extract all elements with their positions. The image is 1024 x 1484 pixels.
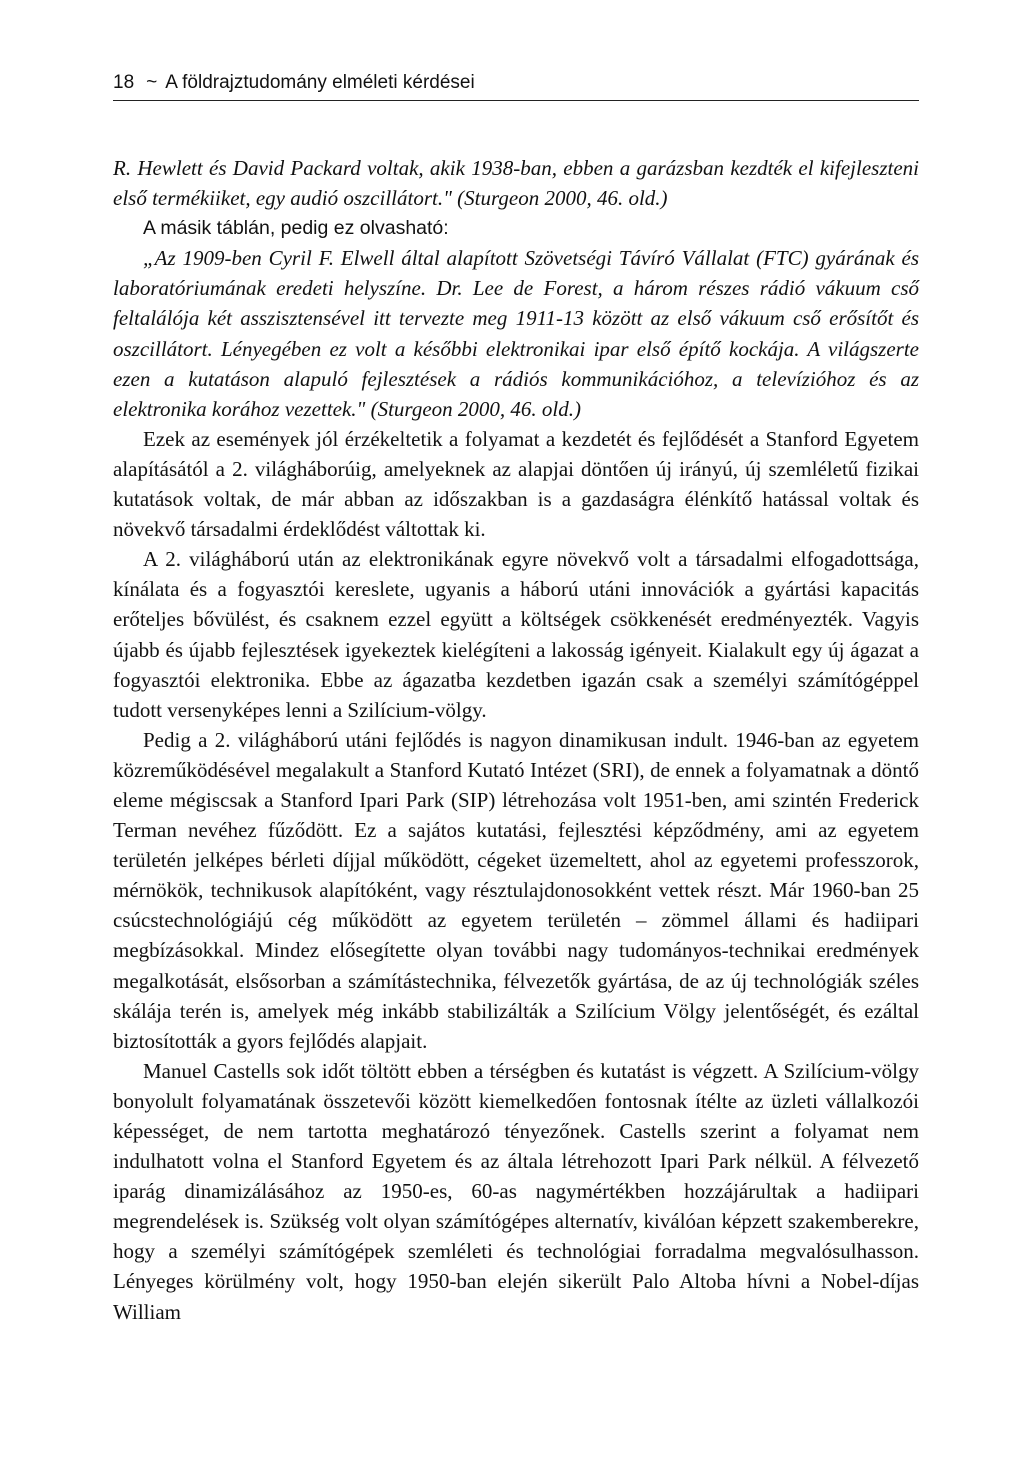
quote-continuation: R. Hewlett és David Packard voltak, akik 1938-ban, ebben a garázsban kezdték el kifejleszteni első termékiiket, egy audió oszcillátort." (Sturgeon 2000, 46. old.) [113,156,919,211]
body-paragraph: Manuel Castells sok időt töltött ebben a térségben és kutatást is végzett. A Szilícium-völgy bonyolult folyamatának összetevői között kiemelkedően fontosnak ítélte az üzleti vállalkozói képességet, de nem tartotta meghatározó tényezőnek. Castells szerint a folyamat nem indulhatott volna el Stanford Egyetem és az általa létrehozott Ipari Park nélkül. A félvezető iparág dinamizálásához az 1950-es, 60-as nagymértékben hozzájárultak a hadiipari megrendelések is. Szükség volt olyan számítógépes alternatív, kiválóan képzett szakemberekre, hogy a személyi számítógépek szemléleti és technológiai forradalma megvalósulhasson. Lényeges körülmény volt, hogy 1950-ban elején sikerült Palo Altoba hívni a Nobel-díjas William [113,1058,919,1324]
plaque-quote: „Az 1909-ben Cyril F. Elwell által alapított Szövetségi Távíró Vállalat (FTC) gyárának és laboratóriumának eredeti helyszíne. Dr. Lee de Forest, a három részes rádió vákuum cső feltalálója két asszisztensével itt tervezte meg 1911-13 között az első vákuum cső erősítőt és oszcillátort. Lényegében ez volt a későbbi elektronikai ipar első építő kockája. A világszerte ezen a kutatáson alapuló fejlesztések a rádiós kommunikációhoz, a televízióhoz és az elektronika korához vezettek." (Sturgeon 2000, 46. old.) [113,246,919,421]
quote-lead-in: A másik táblán, pedig ez olvasható: [143,217,449,240]
page-body [113,153,919,1327]
page-number: 18 [113,72,135,93]
body-paragraph: Ezek az események jól érzékeltetik a folyamat a kezdetét és fejlődését a Stanford Egyetem alapításától a 2. világháborúig, amelyeknek az alapjai döntően új irányú, új szemléletű fizikai kutatások voltak, de már abban az időszakban is a gazdaságra élénkítő hatással voltak és növekvő társadalmi érdeklődést váltottak ki. [113,426,919,542]
header-separator: ~ [146,72,158,93]
running-header [113,70,919,101]
body-paragraph: Pedig a 2. világháború utáni fejlődés is nagyon dinamikusan indult. 1946-ban az egyetem közreműködésével megalakult a Stanford Kutató Intézet (SRI), de ennek a folyamatnak a döntő eleme mégiscsak a Stanford Ipari Park (SIP) létrehozása volt 1951-ben, ami szintén Frederick Terman nevéhez fűződött. Ez a sajátos kutatási, fejlesztési képződmény, ami az egyetem területén jelképes bérleti díjjal működött, cégeket üzemeltett, ahol az egyetemi professzorok, mérnökök, technikusok alapítóként, vagy résztulajdonosokként vettek részt. Már 1960-ban 25 csúcstechnológiájú cég működött az egyetem területén – zömmel állami és hadiipari megbízásokkal. Mindez elősegítette olyan további nagy tudományos-technikai eredmények megalkotását, elsősorban a számítástechnika, félvezetők gyártása, de az új technológiák széles skálája terén is, amelyek még inkább stabilizálták a Szilícium Völgy jelentőségét, és ezáltal biztosították a gyors fejlődés alapjait. [113,727,919,1053]
body-paragraph: A 2. világháború után az elektronikának egyre növekvő volt a társadalmi elfogadottsága, kínálata és a fogyasztói kereslete, ugyanis a háború utáni innovációk a gyártási kapacitás erőteljes bővülést, és csaknem ezzel együtt a költségek csökkenését eredményezték. Vagyis újabb és újabb fejlesztések igyekeztek kielégíteni a lakosság igényeit. Kialakult egy új ágazat a fogyasztói elektronika. Ebbe az ágazatba kezdetben igazán csak a személyi számítógéppel tudott versenyképes lenni a Szilícium-völgy. [113,547,919,722]
running-title: A földrajztudomány elméleti kérdései [165,72,475,93]
